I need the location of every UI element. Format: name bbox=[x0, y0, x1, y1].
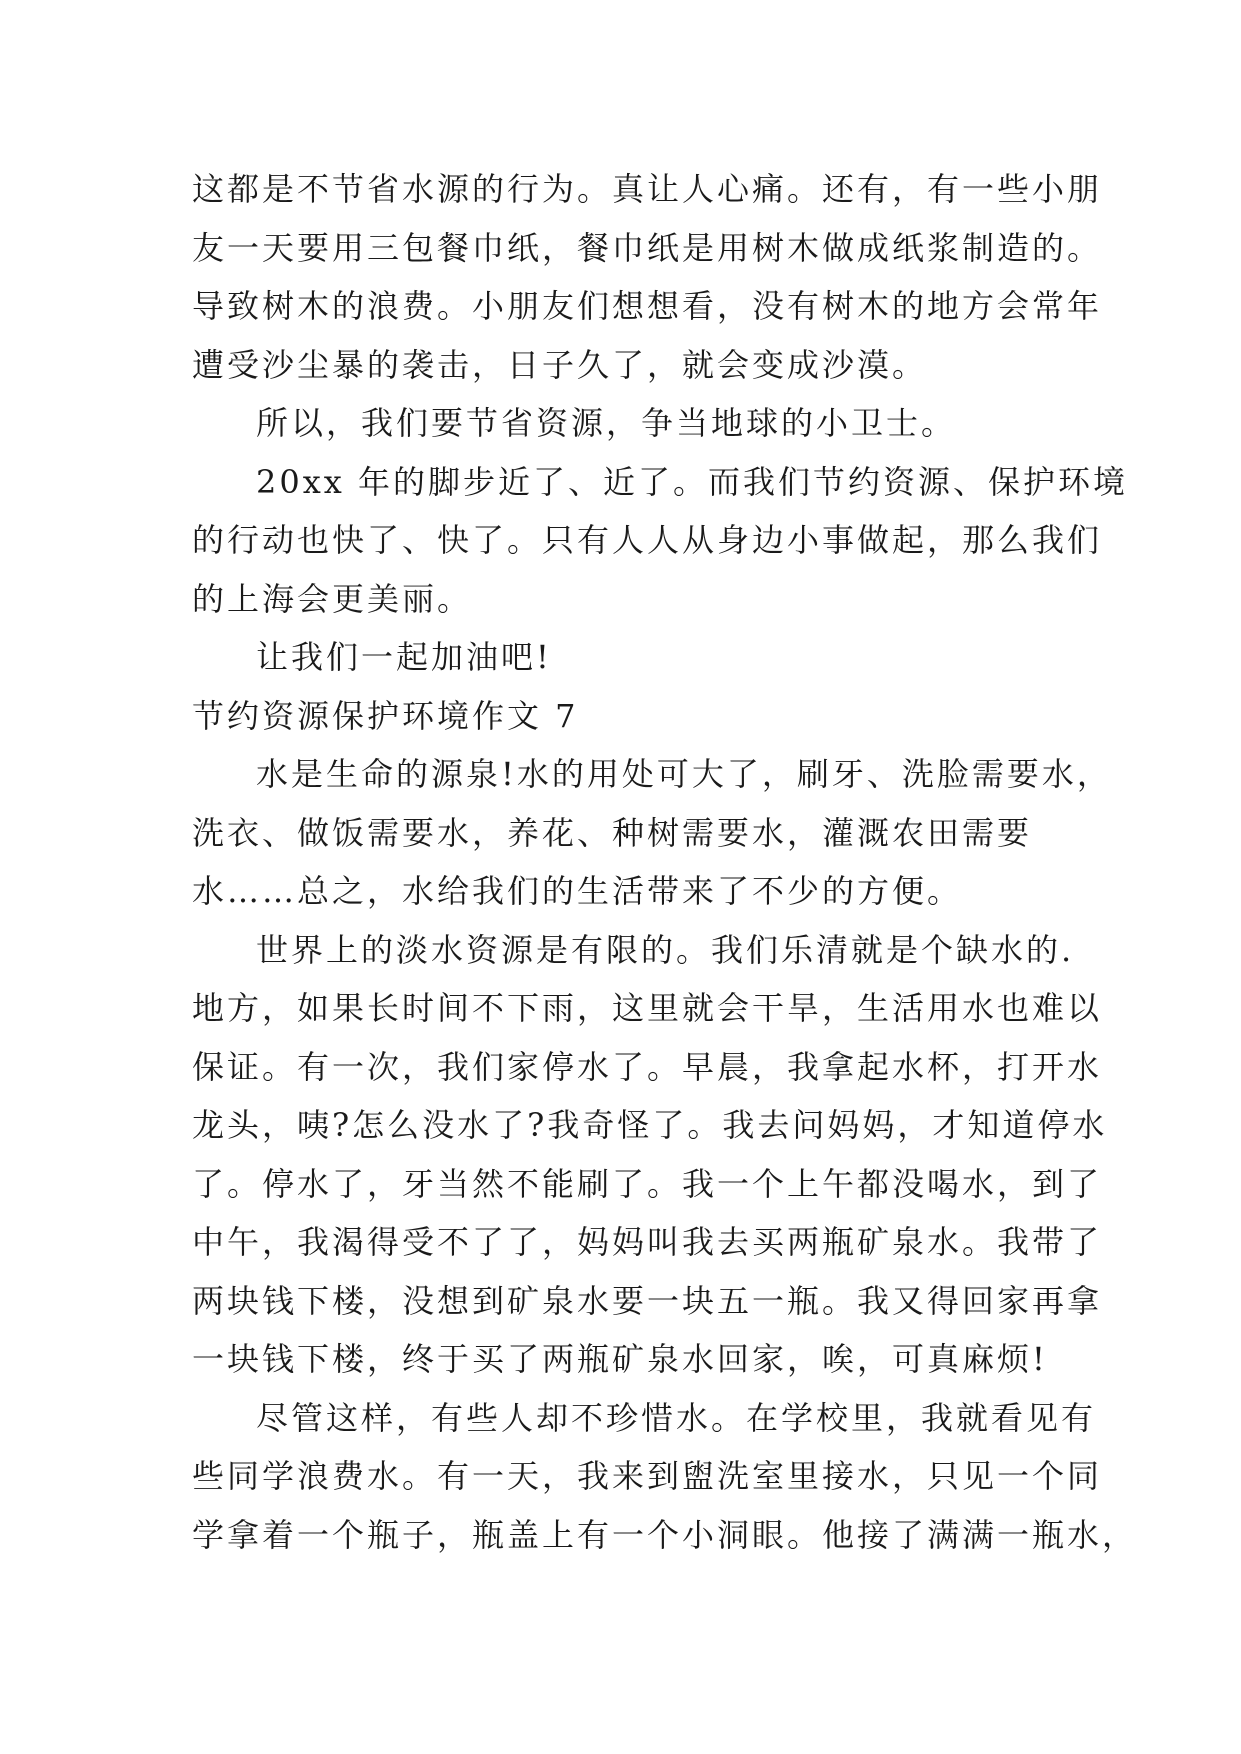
text-line: 让我们一起加油吧! bbox=[256, 638, 552, 676]
text-line: 友一天要用三包餐巾纸，餐巾纸是用树木做成纸浆制造的。 bbox=[192, 228, 1103, 267]
text-line: 中午，我渴得受不了了，妈妈叫我去买两瓶矿泉水。我带了 bbox=[192, 1223, 1103, 1261]
text-line: 这都是不节省水源的行为。真让人心痛。还有，有一些小朋 bbox=[192, 170, 1103, 208]
text-line: 水是生命的源泉!水的用处可大了，刷牙、洗脸需要水， bbox=[256, 755, 1112, 793]
text-line: 了。停水了，牙当然不能刷了。我一个上午都没喝水，到了 bbox=[192, 1164, 1103, 1203]
text-line: 20xx 年的脚步近了、近了。而我们节约资源、保护环境 bbox=[256, 462, 1128, 501]
text-line: 些同学浪费水。有一天，我来到盥洗室里接水，只见一个同 bbox=[192, 1457, 1103, 1495]
text-line: 水……总之，水给我们的生活带来了不少的方便。 bbox=[192, 872, 963, 910]
text-line: 一块钱下楼，终于买了两瓶矿泉水回家，唉，可真麻烦! bbox=[192, 1340, 1048, 1378]
essay-body bbox=[192, 160, 1138, 1564]
text-line: 保证。有一次，我们家停水了。早晨，我拿起水杯，打开水 bbox=[192, 1047, 1103, 1086]
text-line: 洗衣、做饭需要水，养花、种树需要水，灌溉农田需要 bbox=[192, 813, 1033, 852]
text-line: 所以，我们要节省资源，争当地球的小卫士。 bbox=[256, 404, 957, 442]
text-line: 尽管这样，有些人却不珍惜水。在学校里，我就看见有 bbox=[256, 1398, 1097, 1437]
text-line: 地方，如果长时间不下雨，这里就会干旱，生活用水也难以 bbox=[192, 989, 1103, 1027]
text-line: 的行动也快了、快了。只有人人从身边小事做起，那么我们 bbox=[192, 521, 1103, 559]
text-line: 世界上的淡水资源是有限的。我们乐清就是个缺水的. bbox=[256, 930, 1075, 969]
text-line: 龙头，咦?怎么没水了?我奇怪了。我去问妈妈，才知道停水 bbox=[192, 1106, 1108, 1144]
text-line: 两块钱下楼，没想到矿泉水要一块五一瓶。我又得回家再拿 bbox=[192, 1281, 1103, 1320]
section-heading: 节约资源保护环境作文 7 bbox=[192, 696, 579, 735]
text-line: 遭受沙尘暴的袭击，日子久了，就会变成沙漠。 bbox=[192, 345, 928, 384]
text-line: 的上海会更美丽。 bbox=[192, 579, 473, 618]
text-line: 学拿着一个瓶子，瓶盖上有一个小洞眼。他接了满满一瓶水， bbox=[192, 1515, 1138, 1554]
text-line: 导致树木的浪费。小朋友们想想看，没有树木的地方会常年 bbox=[192, 287, 1103, 325]
